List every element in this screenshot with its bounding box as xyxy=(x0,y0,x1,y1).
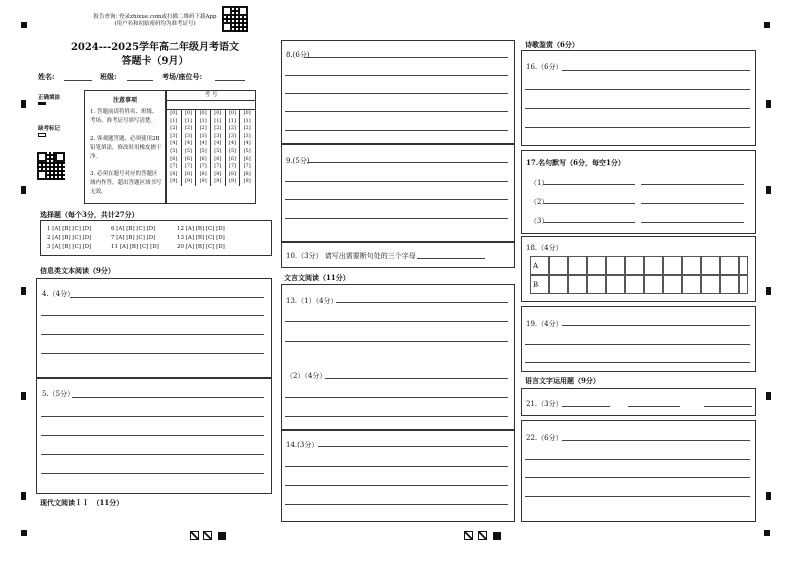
exam-digit-bubble[interactable]: [9] xyxy=(167,178,182,186)
answer-box-q13[interactable] xyxy=(281,284,515,430)
answer-line xyxy=(525,477,750,478)
answer-line xyxy=(72,397,264,398)
grid-cell[interactable] xyxy=(606,275,625,294)
timing-mark xyxy=(21,100,26,108)
grid-cell[interactable] xyxy=(682,275,701,294)
answer-line xyxy=(325,378,508,379)
solid-mark xyxy=(218,532,226,540)
exam-number-label: 考 号 xyxy=(167,91,255,101)
choice-item[interactable]: 11 [A] [B] [C] [D] xyxy=(111,244,159,250)
exam-digit-bubble[interactable]: [2] xyxy=(240,125,254,133)
notes-title: 注意事项 xyxy=(112,97,137,104)
question-label: 8.(6分) xyxy=(286,51,310,59)
exam-digit-bubble[interactable]: [3] xyxy=(181,133,196,141)
solid-mark xyxy=(493,532,501,540)
modern-reading-title: 现代文阅读ＩＩ （11分） xyxy=(40,498,124,507)
grid-cell[interactable] xyxy=(739,275,748,294)
exam-digit-bubble[interactable]: [1] xyxy=(196,118,211,126)
question-label: 19.（4分） xyxy=(526,320,563,328)
answer-line xyxy=(70,297,264,298)
answer-line xyxy=(525,459,750,460)
absent-label: 缺考标记 xyxy=(38,126,61,132)
exam-digit-bubble[interactable]: [9] xyxy=(225,178,240,186)
answer-line xyxy=(285,130,508,131)
grid-cell[interactable] xyxy=(663,275,682,294)
grid-cell[interactable] xyxy=(663,256,682,275)
grid-cell[interactable] xyxy=(720,275,739,294)
exam-digit-bubble[interactable]: [8] xyxy=(181,171,196,179)
answer-line xyxy=(285,218,508,219)
exam-digit-bubble[interactable]: [6] xyxy=(196,156,211,164)
timing-mark xyxy=(766,100,771,108)
grid-cell[interactable] xyxy=(530,275,549,294)
question-label: 9.(5分) xyxy=(286,157,310,165)
filled-bubble-example xyxy=(38,102,46,105)
blank-line[interactable] xyxy=(543,203,635,204)
answer-line xyxy=(285,199,508,200)
timing-mark xyxy=(766,186,771,194)
hatch-mark xyxy=(190,531,199,540)
blank-line[interactable] xyxy=(641,222,744,223)
answer-line xyxy=(41,435,264,436)
answer-line xyxy=(562,70,750,71)
timing-mark xyxy=(21,186,26,194)
class-label: 班级: xyxy=(100,72,117,81)
choice-item[interactable]: 12 [A] [B] [C] [D] xyxy=(177,226,225,232)
question-label: （2）（4分） xyxy=(286,372,327,380)
language-use-title: 语言文字运用题（9分） xyxy=(525,376,600,385)
exam-number-grid xyxy=(166,90,256,204)
exam-digit-bubble[interactable]: [5] xyxy=(240,148,254,156)
grid-row-label: B xyxy=(533,281,539,289)
note-item: 2. 客观题答题，必须使用2B铅笔填涂，修改时用橡皮擦干净。 xyxy=(90,136,162,160)
blank-line[interactable] xyxy=(543,222,635,223)
choice-item[interactable]: 7 [A] [B] [C] [D] xyxy=(111,235,156,241)
answer-line xyxy=(41,454,264,455)
exam-digit-bubble[interactable]: [4] xyxy=(210,140,225,148)
absent-checkbox[interactable] xyxy=(38,133,46,137)
answer-box-q16[interactable] xyxy=(521,50,756,146)
answer-line xyxy=(285,397,508,398)
blank-label: （3） xyxy=(530,217,549,225)
answer-line xyxy=(285,111,508,112)
choice-item[interactable]: 6 [A] [B] [C] [D] xyxy=(111,226,156,232)
answer-line xyxy=(525,344,750,345)
exam-digit-bubble[interactable]: [3] xyxy=(240,133,254,141)
question-label: 5.（5分） xyxy=(42,390,75,398)
answer-line xyxy=(285,504,508,505)
grid-cell[interactable] xyxy=(720,256,739,275)
exam-digit-bubble[interactable]: [9] xyxy=(210,178,225,186)
timing-mark xyxy=(766,492,771,500)
blank-line[interactable] xyxy=(543,184,635,185)
exam-digit-bubble[interactable]: [5] xyxy=(210,148,225,156)
exam-digit-bubble[interactable]: [9] xyxy=(181,178,196,186)
answer-line xyxy=(285,321,508,322)
answer-line xyxy=(285,466,508,467)
answer-box-q14[interactable] xyxy=(281,430,515,522)
exam-digit-bubble[interactable]: [0] xyxy=(225,110,240,118)
question-label: 14.(3分） xyxy=(286,441,319,449)
grid-cell[interactable] xyxy=(587,275,606,294)
answer-line xyxy=(318,446,508,447)
exam-digit-bubble[interactable]: [3] xyxy=(167,133,182,141)
exam-digit-bubble[interactable]: [4] xyxy=(196,140,211,148)
notice-line-2: (用户名和初始密码均为准考证号) xyxy=(114,21,196,27)
exam-digit-bubble[interactable]: [7] xyxy=(196,163,211,171)
grid-cell[interactable] xyxy=(625,256,644,275)
answer-box-q9[interactable] xyxy=(281,144,515,242)
answer-line xyxy=(525,496,750,497)
exam-digit-bubble[interactable]: [2] xyxy=(181,125,196,133)
exam-digit-bubble[interactable]: [8] xyxy=(196,171,211,179)
answer-line xyxy=(525,362,750,363)
timing-mark xyxy=(21,392,26,400)
grid-cell[interactable] xyxy=(568,275,587,294)
grid-cell[interactable] xyxy=(701,256,720,275)
poetry-title: 诗歌鉴赏（6分） xyxy=(525,40,579,49)
exam-digit-bubble[interactable]: [0] xyxy=(196,110,211,118)
answer-box-q8[interactable] xyxy=(281,40,515,144)
grid-cell[interactable] xyxy=(587,256,606,275)
exam-digit-bubble[interactable]: [0] xyxy=(167,110,182,118)
exam-digit-bubble[interactable]: [3] xyxy=(210,133,225,141)
answer-line xyxy=(285,341,508,342)
answer-line xyxy=(336,302,508,303)
room-label: 考场/座位号: xyxy=(162,72,203,81)
question-label: 10.（3分） 请写出需要断句处的三个字母 xyxy=(286,252,416,260)
exam-number-write-row[interactable] xyxy=(167,100,255,110)
answer-line xyxy=(307,162,508,163)
corner-mark-bottom-left xyxy=(21,530,27,536)
timing-mark xyxy=(766,287,771,295)
exam-digit-bubble[interactable]: [8] xyxy=(240,171,254,179)
info-reading-title: 信息类文本阅读（9分） xyxy=(40,266,115,275)
answer-box-q5[interactable] xyxy=(36,378,272,494)
exam-digit-bubble[interactable]: [9] xyxy=(240,178,254,186)
answer-line xyxy=(562,440,750,441)
exam-digit-bubble[interactable]: [7] xyxy=(181,163,196,171)
answer-line xyxy=(562,325,750,326)
notes-box xyxy=(84,90,166,204)
grid-cell[interactable] xyxy=(644,275,663,294)
grid-cell[interactable] xyxy=(549,275,568,294)
exam-digit-bubble[interactable]: [6] xyxy=(181,156,196,164)
question-label: 13.（1）（4分） xyxy=(286,297,338,305)
exam-number-bubbles[interactable] xyxy=(166,110,254,186)
choice-item[interactable]: 3 [A] [B] [C] [D] xyxy=(47,244,92,250)
grid-cell[interactable] xyxy=(549,256,568,275)
classical-reading-title: 文言文阅读（11分） xyxy=(284,273,350,282)
student-qr-code xyxy=(37,152,65,180)
hatch-mark xyxy=(203,531,212,540)
exam-digit-bubble[interactable]: [2] xyxy=(196,125,211,133)
grid-cell[interactable] xyxy=(568,256,587,275)
answer-line xyxy=(285,75,508,76)
exam-digit-bubble[interactable]: [1] xyxy=(167,118,182,126)
exam-digit-bubble[interactable]: [4] xyxy=(225,140,240,148)
grid-cell[interactable] xyxy=(606,256,625,275)
exam-digit-bubble[interactable]: [5] xyxy=(167,148,182,156)
question-label: 21.（3分） xyxy=(526,400,563,408)
exam-digit-bubble[interactable]: [0] xyxy=(240,110,254,118)
answer-line xyxy=(41,315,264,316)
timing-mark xyxy=(766,392,771,400)
grid-cell[interactable] xyxy=(625,275,644,294)
choice-item[interactable]: 1 [A] [B] [C] [D] xyxy=(47,226,92,232)
grid-cell[interactable] xyxy=(644,256,663,275)
question-label: 18.（4分） xyxy=(526,244,563,252)
answer-box-q4[interactable] xyxy=(36,278,272,378)
page-title: 2024---2025学年高二年级月考语文 xyxy=(70,42,240,53)
blank-line[interactable] xyxy=(704,406,752,407)
exam-digit-bubble[interactable]: [8] xyxy=(210,171,225,179)
exam-digit-bubble[interactable]: [4] xyxy=(167,140,182,148)
grid-cell[interactable] xyxy=(530,256,549,275)
answer-line xyxy=(525,89,750,90)
exam-digit-bubble[interactable]: [9] xyxy=(196,178,211,186)
answer-line xyxy=(525,127,750,128)
answer-line xyxy=(305,57,508,58)
choice-item[interactable]: 20 [A] [B] [C] [D] xyxy=(177,244,225,250)
exam-digit-bubble[interactable]: [6] xyxy=(167,156,182,164)
answer-box-q10[interactable] xyxy=(281,242,515,268)
note-item: 3. 必须在题号对应的答题区域内作答，超出答题区域书写无效。 xyxy=(90,171,162,195)
exam-digit-bubble[interactable]: [7] xyxy=(167,163,182,171)
blank-line[interactable] xyxy=(562,406,610,407)
exam-digit-bubble[interactable]: [7] xyxy=(210,163,225,171)
exam-digit-bubble[interactable]: [2] xyxy=(225,125,240,133)
answer-line xyxy=(285,181,508,182)
answer-line xyxy=(41,416,264,417)
timing-mark xyxy=(21,492,26,500)
exam-digit-bubble[interactable]: [2] xyxy=(167,125,182,133)
answer-line xyxy=(285,416,508,417)
answer-line xyxy=(41,473,264,474)
corner-mark-top-right xyxy=(764,22,770,28)
hatch-mark xyxy=(478,531,487,540)
notice-line-1: 报告查询: 登录zhixue.com或扫描二维码下载App xyxy=(93,14,217,20)
exam-digit-bubble[interactable]: [7] xyxy=(225,163,240,171)
exam-digit-bubble[interactable]: [1] xyxy=(181,118,196,126)
qr-code xyxy=(222,6,248,32)
exam-digit-bubble[interactable]: [6] xyxy=(240,156,254,164)
exam-digit-bubble[interactable]: [4] xyxy=(240,140,254,148)
question-label: 16.（6分） xyxy=(526,63,563,71)
answer-line xyxy=(417,258,485,259)
answer-line xyxy=(285,93,508,94)
hatch-mark xyxy=(464,531,473,540)
name-label: 姓名: xyxy=(38,72,55,81)
question-label: 17.名句默写（6分，每空1分） xyxy=(526,158,625,167)
note-item: 1. 答题前请将姓名、班级、考场、准考证号填写清楚。 xyxy=(90,109,158,124)
exam-digit-bubble[interactable]: [7] xyxy=(240,163,254,171)
grid-cell[interactable] xyxy=(701,275,720,294)
exam-digit-bubble[interactable]: [5] xyxy=(196,148,211,156)
class-field[interactable] xyxy=(127,80,153,81)
timing-mark xyxy=(21,287,26,295)
choice-section-title: 选择题（每个3分，共计27分） xyxy=(40,210,139,219)
exam-digit-bubble[interactable]: [8] xyxy=(167,171,182,179)
page-subtitle: 答题卡（9月） xyxy=(121,56,189,67)
blank-label: （1） xyxy=(530,179,549,187)
blank-line[interactable] xyxy=(628,406,680,407)
corner-mark-top-left xyxy=(21,22,27,28)
grid-cell[interactable] xyxy=(739,256,748,275)
exam-digit-bubble[interactable]: [3] xyxy=(196,133,211,141)
exam-digit-bubble[interactable]: [5] xyxy=(225,148,240,156)
answer-line xyxy=(41,353,264,354)
answer-line xyxy=(525,108,750,109)
exam-digit-bubble[interactable]: [6] xyxy=(225,156,240,164)
name-field[interactable] xyxy=(64,80,92,81)
exam-digit-bubble[interactable]: [2] xyxy=(210,125,225,133)
blank-label: （2） xyxy=(530,198,549,206)
answer-line xyxy=(285,485,508,486)
answer-line xyxy=(41,334,264,335)
question-label: 4.（4分） xyxy=(42,290,75,298)
grid-cell[interactable] xyxy=(682,256,701,275)
blank-line[interactable] xyxy=(641,203,744,204)
fill-example-label: 正确填涂 xyxy=(38,95,61,101)
choice-item[interactable]: 13 [A] [B] [C] [D] xyxy=(177,235,225,241)
exam-digit-bubble[interactable]: [6] xyxy=(210,156,225,164)
room-field[interactable] xyxy=(215,80,245,81)
exam-digit-bubble[interactable]: [4] xyxy=(181,140,196,148)
exam-digit-bubble[interactable]: [5] xyxy=(181,148,196,156)
answer-box-q22[interactable] xyxy=(521,420,756,522)
exam-digit-bubble[interactable]: [0] xyxy=(210,110,225,118)
blank-line[interactable] xyxy=(641,184,744,185)
exam-digit-bubble[interactable]: [1] xyxy=(225,118,240,126)
choice-box xyxy=(40,220,272,256)
exam-digit-bubble[interactable]: [1] xyxy=(210,118,225,126)
answer-box-q21[interactable] xyxy=(521,388,756,416)
exam-digit-bubble[interactable]: [1] xyxy=(240,118,254,126)
grid-row-label: A xyxy=(533,262,539,270)
question-label: 22.（6分） xyxy=(526,434,563,442)
corner-mark-bottom-right xyxy=(764,530,770,536)
exam-digit-bubble[interactable]: [8] xyxy=(225,171,240,179)
exam-digit-bubble[interactable]: [0] xyxy=(181,110,196,118)
exam-digit-bubble[interactable]: [3] xyxy=(225,133,240,141)
choice-item[interactable]: 2 [A] [B] [C] [D] xyxy=(47,235,92,241)
